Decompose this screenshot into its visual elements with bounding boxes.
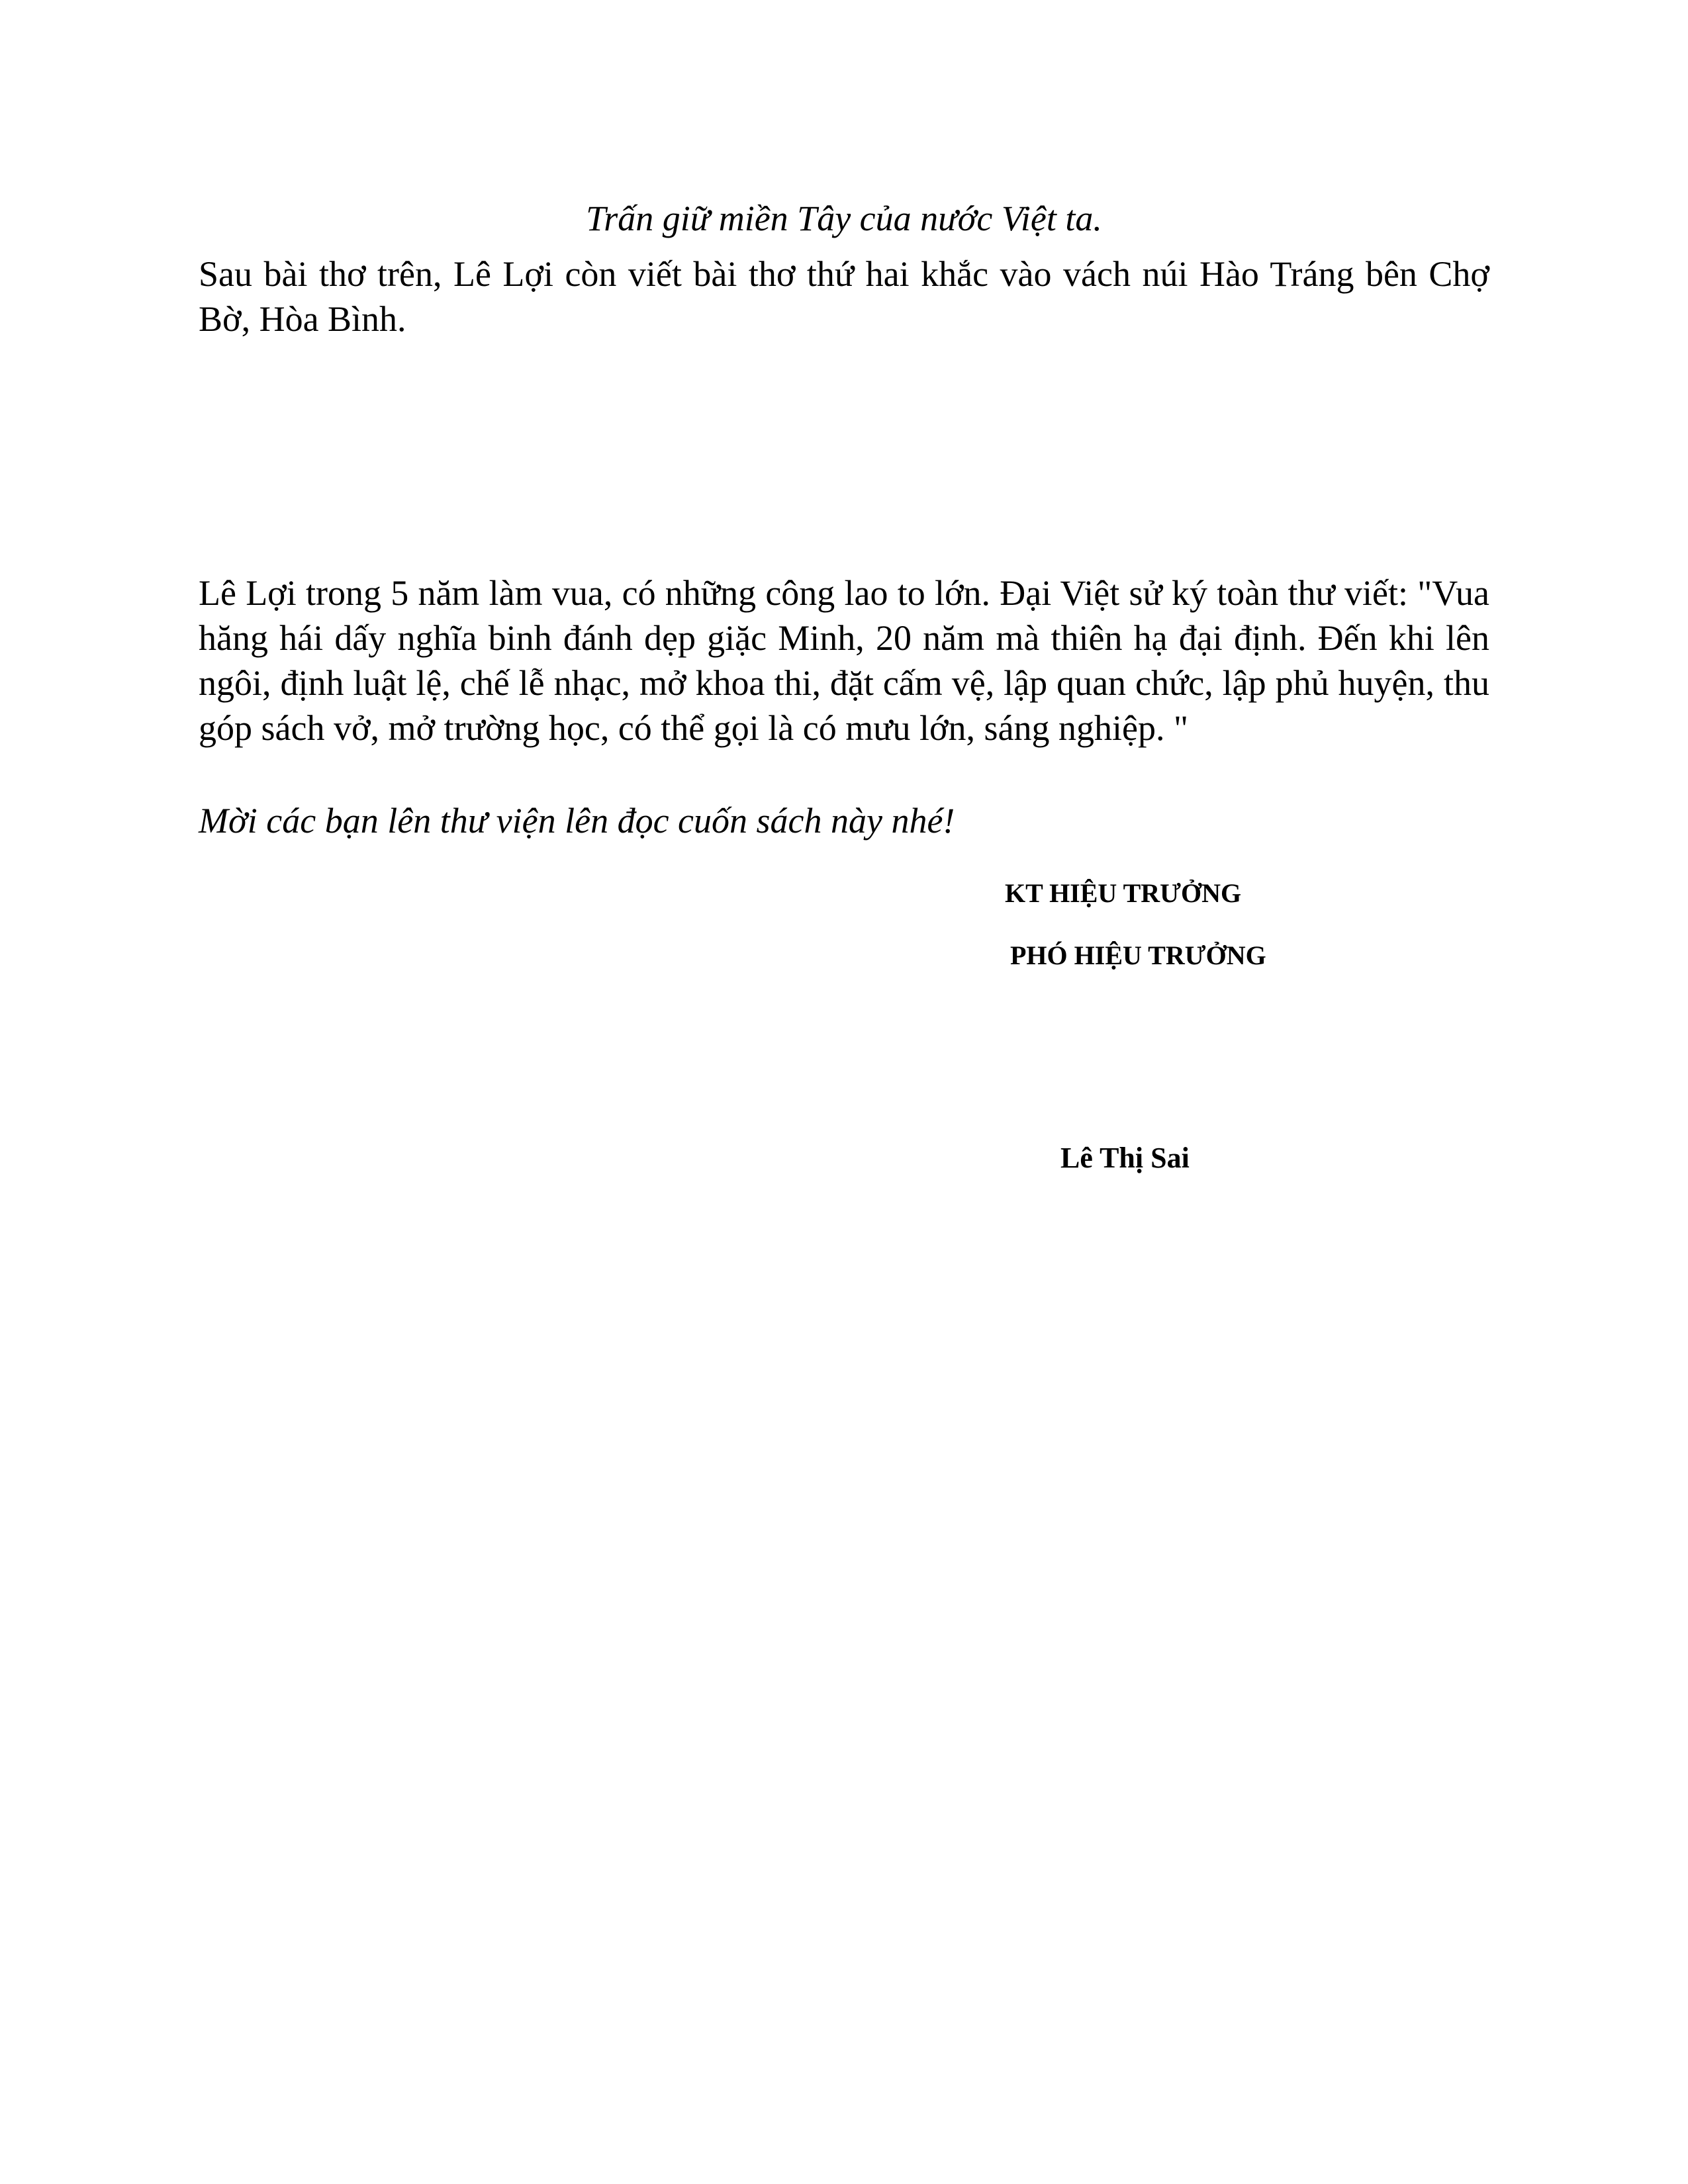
signature-name: Lê Thị Sai: [1060, 1142, 1190, 1174]
signature-title-deputy: KT HIỆU TRƯỞNG: [1005, 878, 1242, 908]
paragraph-le-loi-achievements: Lê Lợi trong 5 năm làm vua, có những công lao to lớn. Đại Việt sử ký toàn thư viết: "Vua hăng hái dấy nghĩa binh đánh dẹp giặc Minh, 20 năm mà thiên hạ đại định. Đến khi lên ngôi, định luật lệ, chế lễ nhạc, mở khoa thi, đặt cấm vệ, lập quan chức, lập phủ huyện, thu góp sách vở, mở trường học, có thể gọi là có mưu lớn, sáng nghiệp. ": [199, 573, 1489, 748]
closing-invitation: Mời các bạn lên thư viện lên đọc cuốn sách này nhé!: [199, 801, 955, 841]
signature-title-vice-principal: PHÓ HIỆU TRƯỞNG: [1010, 940, 1266, 970]
paragraph-poem-note: Sau bài thơ trên, Lê Lợi còn viết bài thơ thứ hai khắc vào vách núi Hào Tráng bên Chợ Bờ, Hòa Bình.: [199, 254, 1489, 339]
verse-line: Trấn giữ miền Tây của nước Việt ta.: [586, 199, 1102, 238]
